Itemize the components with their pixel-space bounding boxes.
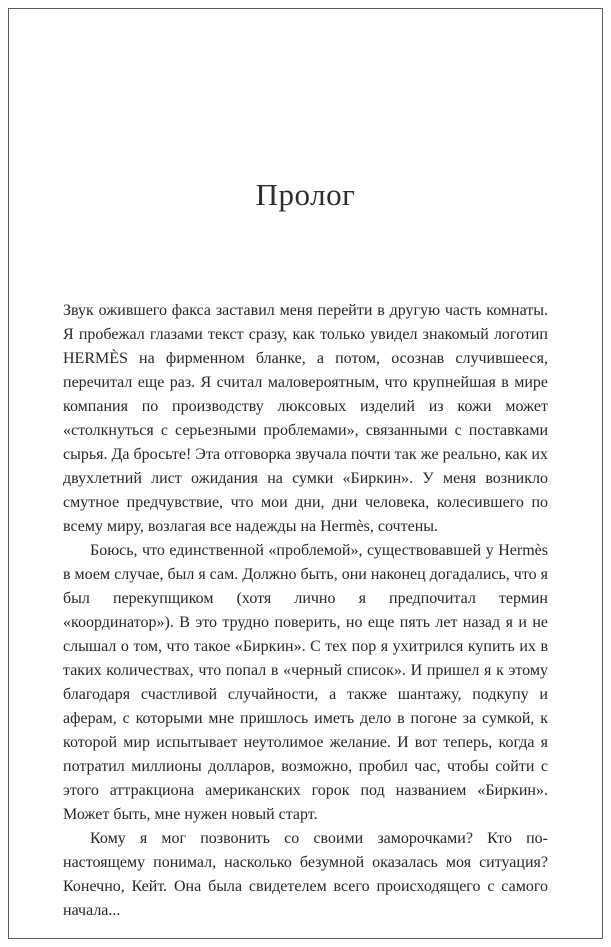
paragraph-1: Звук ожившего факса заставил меня перейти в другую часть комнаты. Я пробежал глазами текст сразу, как только увидел знакомый логотип HERMÈS на фирменном бланке, а потом, осознав случившееся, перечитал еще раз. Я считал маловероятным, что крупнейшая в мире компания по производству люксовых изделий из кожи может «столкнуться с серьезными проблемами», связанными с поставками сырья. Да бросьте! Эта отговорка звучала почти так же реально, как их двухлетний лист ожидания на сумки «Биркин». У меня возникло смутное предчувствие, что мои дни, дни человека, колесившего по всему миру, возлагая все надежды на Hermès, сочтены. [63, 302, 548, 535]
body-text-block [63, 299, 548, 923]
chapter-title: Пролог [255, 177, 356, 212]
paragraph-2: Боюсь, что единственной «проблемой», существовавшей у Hermès в моем случае, был я сам. Должно быть, они наконец догадались, что я был перекупщиком (хотя лично я предпочитал термин «координатор»). В это трудно поверить, но еще пять лет назад я и не слышал о том, что такое «Биркин». С тех пор я ухитрился купить их в таких количествах, что попал в «черный список». И пришел я к этому благодаря счастливой случайности, а также шантажу, подкупу и аферам, с которыми мне пришлось иметь дело в погоне за сумкой, к которой мир испытывает неутолимое желание. И вот теперь, когда я потратил миллионы долларов, возможно, пробил час, чтобы сойти с этого аттракциона американских горок под названием «Биркин». Может быть, мне нужен новый старт. [63, 542, 548, 823]
paragraph-3: Кому я мог позвонить со своими заморочками? Кто по-настоящему понимал, насколько безумной оказалась моя ситуация? Конечно, Кейт. Она была свидетелем всего происходящего с самого начала... [63, 830, 548, 919]
page-border-frame [8, 8, 603, 939]
